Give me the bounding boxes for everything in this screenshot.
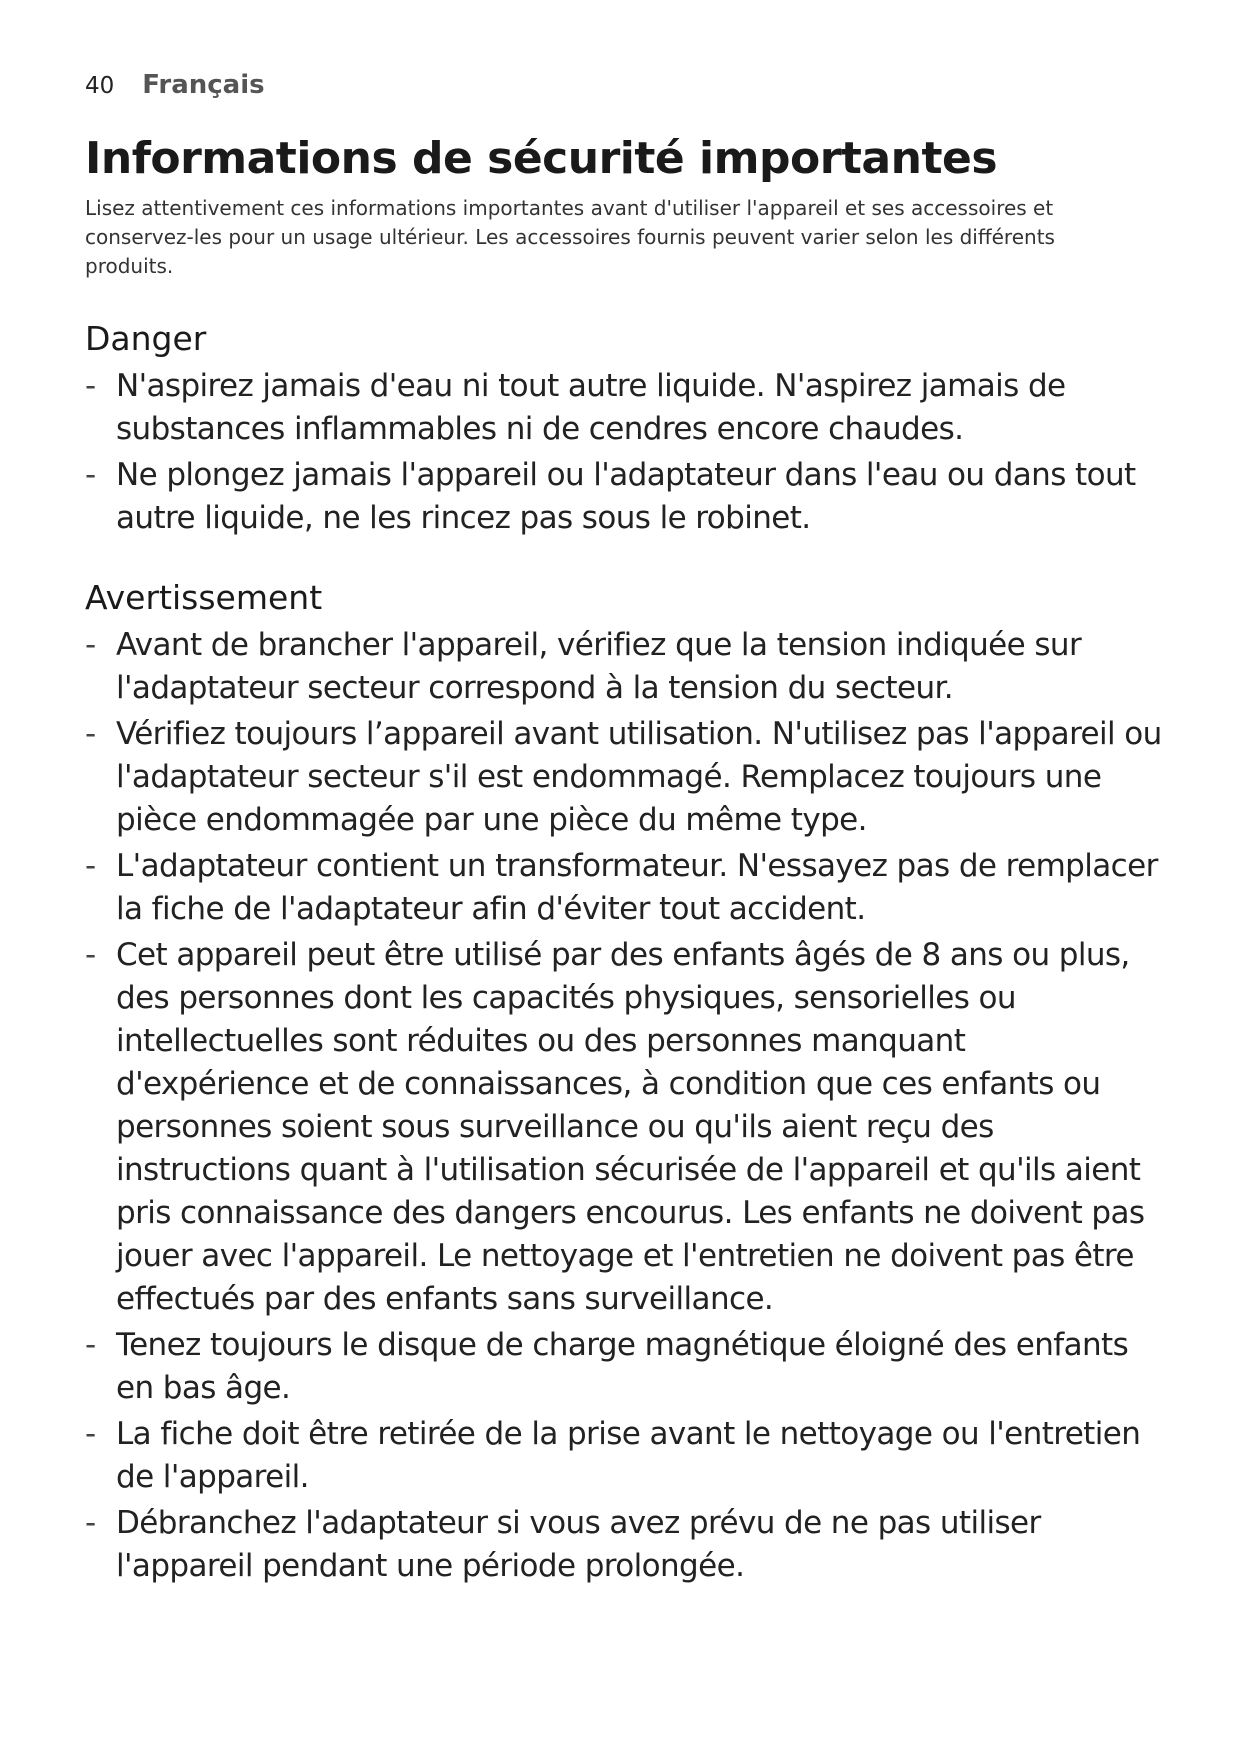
page-number: 40 <box>85 73 115 99</box>
danger-list <box>85 365 1165 540</box>
section-heading-danger: Danger <box>85 319 207 358</box>
bullet-dash: - <box>85 1505 96 1541</box>
document-page <box>85 70 1165 1591</box>
list-item-text: Cet appareil peut être utilisé par des enfants âgés de 8 ans ou plus, des personnes dont les capacités physiques, sensorielles ou intellectuelles sont réduites ou des personnes manquant d'expérience et de connaissances, à condition que ces enfants ou personnes soient sous surveillance ou qu'ils aient reçu des instructions quant à l'utilisation sécurisée de l'appareil et qu'ils aient pris connaissance des dangers encourus. Les enfants ne doivent pas jouer avec l'appareil. Le nettoyage et l'entretien ne doivent pas être effectués par des enfants sans surveillance. <box>116 937 1145 1317</box>
list-item <box>85 624 1165 710</box>
page-title: Informations de sécurité importantes <box>85 133 998 184</box>
list-item-text: N'aspirez jamais d'eau ni tout autre liquide. N'aspirez jamais de substances inflammables ni de cendres encore chaudes. <box>116 368 1066 447</box>
list-item <box>85 1324 1165 1410</box>
list-item <box>85 454 1165 540</box>
list-item <box>85 365 1165 451</box>
list-item-text: La fiche doit être retirée de la prise avant le nettoyage ou l'entretien de l'appareil. <box>116 1416 1141 1495</box>
bullet-dash: - <box>85 368 96 404</box>
list-item <box>85 1502 1165 1588</box>
intro-paragraph: Lisez attentivement ces informations importantes avant d'utiliser l'appareil et ses accessoires et conservez-les pour un usage ultérieur. Les accessoires fournis peuvent varier selon les différents produits. <box>85 196 1055 278</box>
bullet-dash: - <box>85 1327 96 1363</box>
bullet-dash: - <box>85 457 96 493</box>
list-item <box>85 934 1165 1321</box>
list-item-text: Avant de brancher l'appareil, vérifiez que la tension indiquée sur l'adaptateur secteur correspond à la tension du secteur. <box>116 627 1082 706</box>
list-item <box>85 1413 1165 1499</box>
list-item-text: Tenez toujours le disque de charge magnétique éloigné des enfants en bas âge. <box>116 1327 1129 1406</box>
list-item <box>85 713 1165 842</box>
list-item <box>85 845 1165 931</box>
bullet-dash: - <box>85 937 96 973</box>
avertissement-list <box>85 624 1165 1588</box>
list-item-text: L'adaptateur contient un transformateur. N'essayez pas de remplacer la fiche de l'adaptateur afin d'éviter tout accident. <box>116 848 1158 927</box>
page-language: Français <box>142 70 265 100</box>
section-heading-avertissement: Avertissement <box>85 578 323 617</box>
bullet-dash: - <box>85 848 96 884</box>
page-header <box>85 70 1165 110</box>
list-item-text: Débranchez l'adaptateur si vous avez prévu de ne pas utiliser l'appareil pendant une période prolongée. <box>116 1505 1041 1584</box>
bullet-dash: - <box>85 627 96 663</box>
list-item-text: Vérifiez toujours l’appareil avant utilisation. N'utilisez pas l'appareil ou l'adaptateur secteur s'il est endommagé. Remplacez toujours une pièce endommagée par une pièce du même type. <box>116 716 1162 838</box>
list-item-text: Ne plongez jamais l'appareil ou l'adaptateur dans l'eau ou dans tout autre liquide, ne les rincez pas sous le robinet. <box>116 457 1136 536</box>
bullet-dash: - <box>85 1416 96 1452</box>
bullet-dash: - <box>85 716 96 752</box>
